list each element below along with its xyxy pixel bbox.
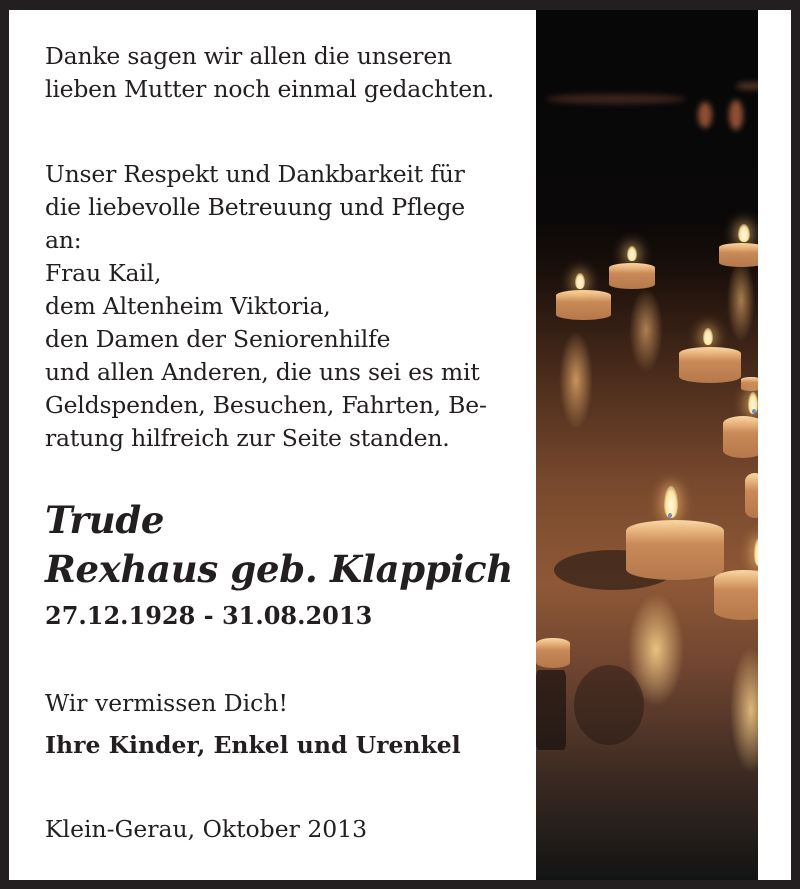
candles-photo bbox=[536, 10, 758, 880]
candle bbox=[536, 638, 570, 668]
obituary-card bbox=[9, 10, 791, 880]
intro-line: lieben Mutter noch einmal gedachten. bbox=[45, 75, 495, 103]
intro-line: Danke sagen wir allen die unseren bbox=[45, 42, 452, 70]
flame-icon bbox=[703, 328, 713, 345]
candle bbox=[714, 570, 758, 620]
candle bbox=[741, 377, 758, 391]
flame-icon bbox=[754, 538, 758, 566]
full-name: Rexhaus geb. Klappich bbox=[45, 547, 513, 591]
flame-icon bbox=[627, 246, 637, 261]
family-signature: Ihre Kinder, Enkel und Urenkel bbox=[45, 731, 461, 759]
thanks-line: Frau Kail, bbox=[45, 259, 162, 287]
thanks-line: an: bbox=[45, 226, 82, 254]
candle bbox=[719, 243, 758, 267]
thanks-line: die liebevolle Betreuung und Pflege bbox=[45, 193, 466, 221]
intro-paragraph bbox=[45, 40, 494, 106]
flame-icon bbox=[575, 273, 585, 289]
blurred-light bbox=[736, 82, 758, 90]
candle bbox=[745, 473, 758, 518]
flame-icon bbox=[664, 486, 678, 518]
thanks-line: Geldspenden, Besuchen, Fahrten, Be- bbox=[45, 391, 487, 419]
deceased-name bbox=[45, 496, 513, 594]
thanks-line: dem Altenheim Viktoria, bbox=[45, 292, 331, 320]
candle-shadow bbox=[574, 665, 644, 745]
candle bbox=[723, 416, 758, 458]
blurred-light bbox=[698, 102, 712, 128]
candle bbox=[626, 520, 724, 580]
life-dates: 27.12.1928 - 31.08.2013 bbox=[45, 601, 373, 630]
candle bbox=[556, 290, 611, 320]
flame-icon bbox=[748, 392, 758, 414]
thanks-line: Unser Respekt und Dankbarkeit für bbox=[45, 160, 465, 188]
place-and-date: Klein-Gerau, Oktober 2013 bbox=[45, 815, 368, 843]
candle bbox=[679, 347, 741, 383]
flame-icon bbox=[738, 224, 750, 242]
thanks-line: ratung hilfreich zur Seite standen. bbox=[45, 424, 450, 452]
closing-line: Wir vermissen Dich! bbox=[45, 689, 288, 717]
thanks-paragraph bbox=[45, 158, 487, 455]
thanks-line: und allen Anderen, die uns sei es mit bbox=[45, 358, 480, 386]
blurred-light bbox=[546, 94, 686, 104]
first-name: Trude bbox=[45, 498, 165, 542]
candle-shadow bbox=[536, 670, 566, 750]
blurred-light bbox=[729, 100, 743, 130]
thanks-line: den Damen der Seniorenhilfe bbox=[45, 325, 391, 353]
candle bbox=[609, 263, 655, 289]
